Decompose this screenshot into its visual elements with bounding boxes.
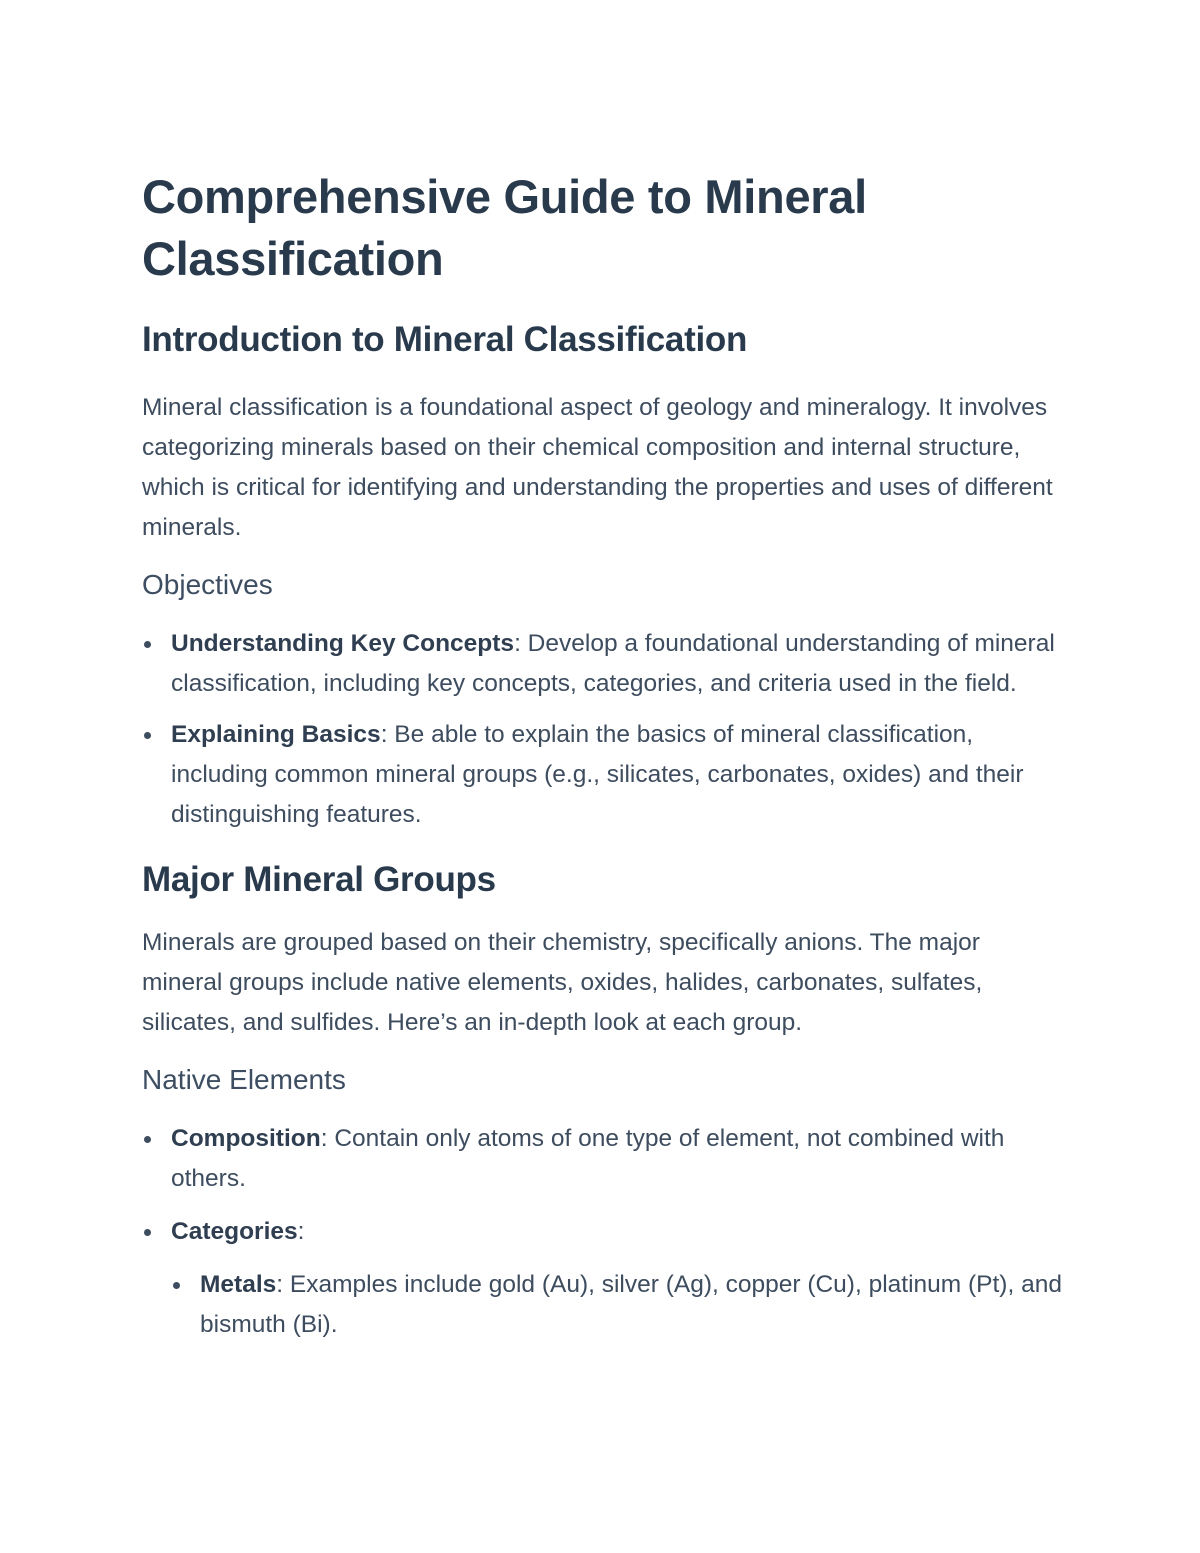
list-item: [142, 1212, 1062, 1345]
native-elements-list: [142, 1119, 1062, 1345]
intro-heading: Introduction to Mineral Classification: [142, 320, 748, 359]
list-item-term: Categories: [171, 1218, 298, 1245]
list-item-term: Explaining Basics: [171, 721, 381, 748]
groups-paragraph: Minerals are grouped based on their chemistry, specifically anions. The major mineral groups include native elements, oxides, halides, carbonates, sulfates, silicates, and sulfides. Here’s an in-depth look at each group.: [142, 929, 983, 1036]
list-item-text: : Contain only atoms of one type of element, not combined with others.: [171, 1125, 1005, 1192]
categories-sublist: [171, 1265, 1062, 1345]
objectives-list: [142, 624, 1062, 835]
list-item: [142, 715, 1062, 835]
list-item: [142, 624, 1062, 704]
document-page: [142, 166, 1062, 1345]
list-item-term: Composition: [171, 1125, 321, 1152]
list-item: [142, 1119, 1062, 1199]
groups-heading: Major Mineral Groups: [142, 860, 496, 899]
list-item-text: :: [297, 1218, 305, 1245]
list-item-text: : Develop a foundational understanding of mineral classification, including key concepts, categories, and criteria used in the field.: [171, 630, 1055, 697]
document-title: Comprehensive Guide to Mineral Classification: [142, 170, 867, 285]
intro-paragraph: Mineral classification is a foundational aspect of geology and mineralogy. It involves categorizing minerals based on their chemical composition and internal structure, which is critical for identifying and understanding the properties and uses of different minerals.: [142, 394, 1053, 541]
native-elements-heading: Native Elements: [142, 1064, 346, 1095]
objectives-heading: Objectives: [142, 569, 273, 600]
list-item-term: Understanding Key Concepts: [171, 630, 515, 657]
sublist-item: [171, 1265, 1062, 1345]
list-item-text: : Be able to explain the basics of mineral classification, including common mineral groups (e.g., silicates, carbonates, oxides) and their distinguishing features.: [171, 721, 1024, 828]
list-item-term: Metals: [200, 1271, 277, 1298]
list-item-text: : Examples include gold (Au), silver (Ag), copper (Cu), platinum (Pt), and bismuth (Bi).: [200, 1271, 1062, 1338]
